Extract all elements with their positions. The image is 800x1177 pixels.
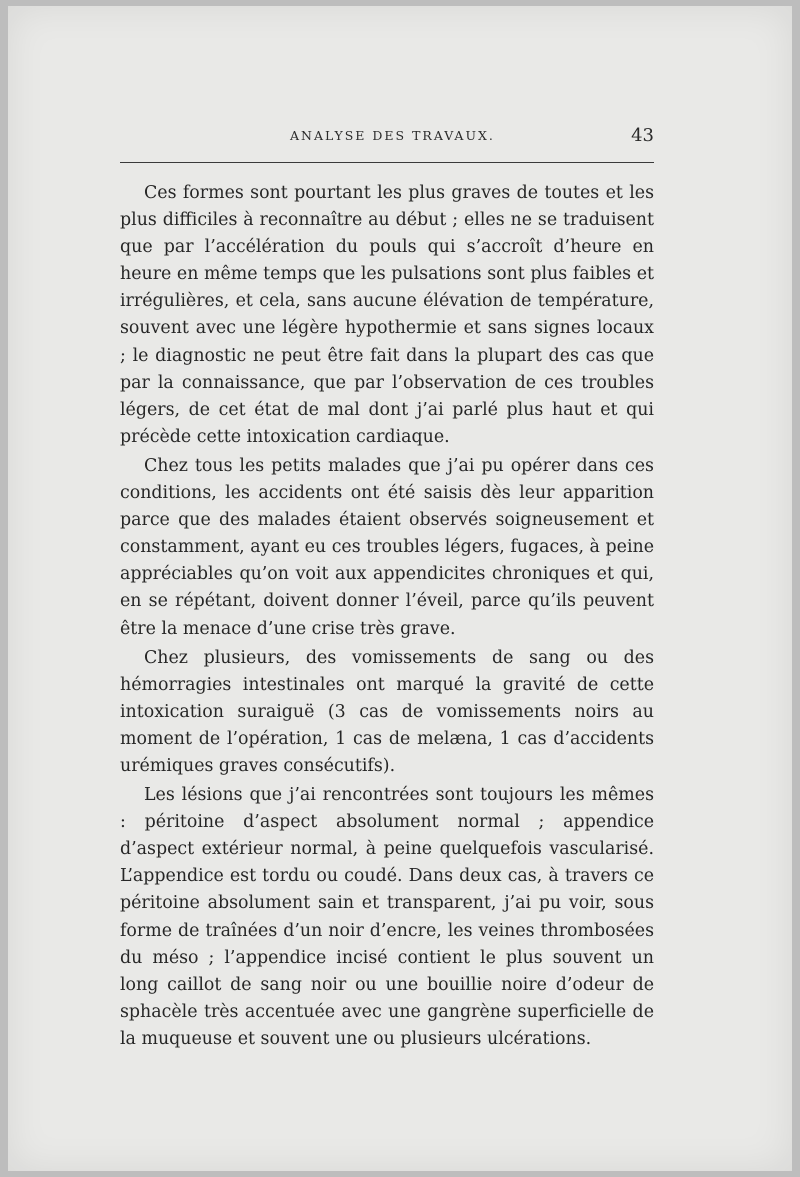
paragraph: Ces formes sont pourtant les plus graves de toutes et les plus difficiles à reconnaître au début ; elles ne se traduisent que par l’accélération du pouls qui s’accroît d’heure en heure en même temps que les pulsations sont plus faibles et irrégulières, et cela, sans aucune élévation de température, souvent avec une légère hypothermie et sans signes locaux ; le diagnostic ne peut être fait dans la plupart des cas que par la connaissance, que par l’observation de ces troubles légers, de cet état de mal dont j’ai parlé plus haut et qui précède cette intoxication cardiaque. <box>120 183 654 447</box>
paragraph: Chez tous les petits malades que j’ai pu opérer dans ces conditions, les accidents ont été saisis dès leur apparition parce que des malades étaient observés soigneusement et constamment, ayant eu ces troubles légers, fugaces, à peine appréciables qu’on voit aux appendicites chroniques et qui, en se répétant, doivent donner l’éveil, parce qu’ils peuvent être la menace d’une crise très grave. <box>120 455 654 639</box>
running-head <box>120 125 654 150</box>
header-rule <box>120 162 654 163</box>
paragraph: Chez plusieurs, des vomissements de sang ou des hémorragies intestinales ont marqué la gravité de cette intoxication suraiguë (3 cas de vomissements noirs au moment de l’opération, 1 cas de melæna, 1 cas d’accidents urémiques graves consécutifs). <box>120 647 654 776</box>
running-title: ANALYSE DES TRAVAUX. <box>290 128 495 143</box>
page-number: 43 <box>631 125 654 146</box>
paragraph: Les lésions que j’ai rencontrées sont toujours les mêmes : péritoine d’aspect absolument normal ; appendice d’aspect extérieur normal, à peine quelquefois vascularisé. L’appendice est tordu ou coudé. Dans deux cas, à travers ce péritoine absolument sain et transparent, j’ai pu voir, sous forme de traînées d’un noir d’encre, les veines thrombosées du méso ; l’appendice incisé contient le plus souvent un long caillot de sang noir ou une bouillie noire d’odeur de sphacèle très accentuée avec une gangrène superficielle de la muqueuse et souvent une ou plusieurs ulcérations. <box>120 785 654 1049</box>
body-text <box>120 180 654 1053</box>
